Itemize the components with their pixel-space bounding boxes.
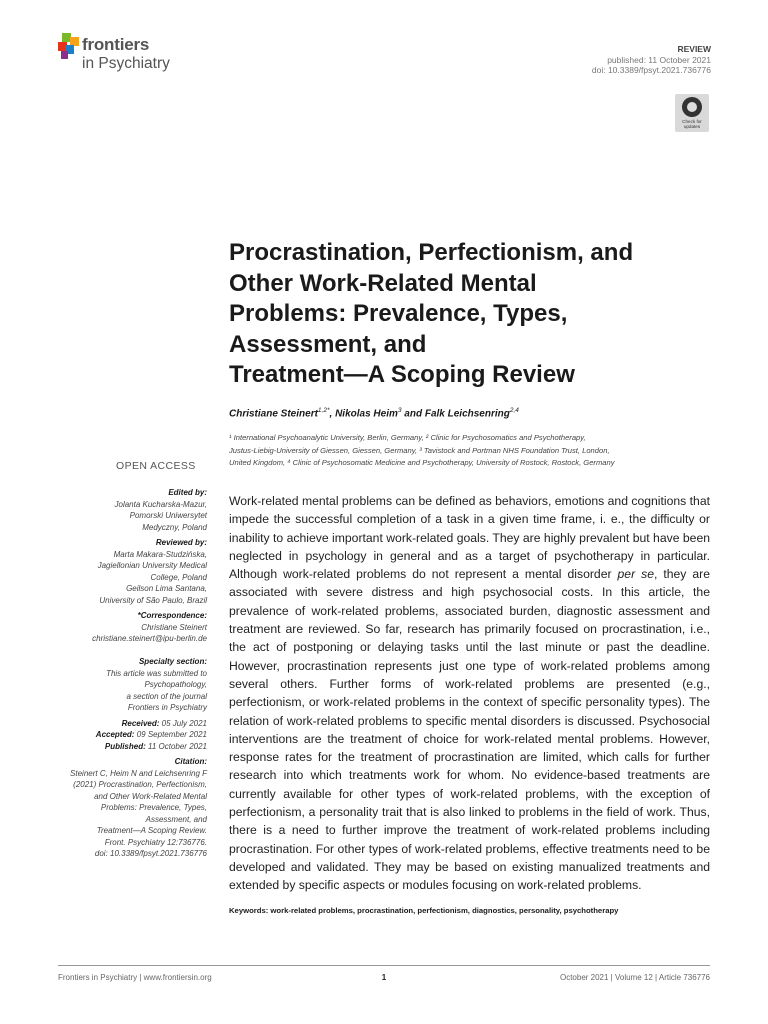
author-name[interactable]: Nikolas Heim bbox=[335, 408, 398, 420]
reviewer-line: Jagiellonian University Medical bbox=[97, 561, 207, 570]
accepted-value: 09 September 2021 bbox=[136, 730, 207, 739]
citation-line: Front. Psychiatry 12:736776. bbox=[104, 837, 207, 847]
affiliation-line: ¹ International Psychoanalytic University, Berlin, Germany, ² Clinic for Psychosomatics and Psychotherapy, bbox=[229, 433, 586, 442]
title-line: Assessment, and bbox=[229, 330, 427, 358]
editor-line: Medyczny, Poland bbox=[142, 522, 207, 532]
article-type: REVIEW bbox=[677, 44, 711, 54]
citation-line: Steinert C, Heim N and Leichsenring F bbox=[70, 768, 207, 778]
logo-text-frontiers: frontiers bbox=[82, 35, 150, 54]
edited-by-label: Edited by: bbox=[168, 488, 207, 497]
editor-line: Pomorski Uniwersytet bbox=[129, 511, 207, 520]
footer-issue: October 2021 | Volume 12 | Article 736776 bbox=[559, 973, 710, 982]
logo-text-journal: in Psychiatry bbox=[82, 55, 170, 72]
open-access-label: OPEN ACCESS bbox=[116, 460, 196, 472]
correspondence-email[interactable]: christiane.steinert@ipu-berlin.de bbox=[92, 634, 207, 643]
abstract-text: Work-related mental problems can be defined as behaviors, emotions and cognitions that impede the successful completion of a task in a given time frame, i. e., the difficulty or inability to achieve important work-related goals. They are highly prevalent but have been neglected in psychology in general and as a target of psychotherapy in particular. Although work-related problems do not represent a mental disorder bbox=[229, 494, 710, 582]
title-line: Problems: Prevalence, Types, bbox=[229, 300, 568, 327]
abstract-text: , they are associated with severe distress and high psychosocial costs. In this article, the prevalence of work-related problems, associated burden, diagnostic assessment and treatment are reviewed. So far, research has primarily focused on procrastination, i.e., the act of postponing or delaying tasks until the last minute or past the deadline. However, procrastination represents just one type of work-related problems among several others. Further forms of work-related problems are presented (e.g., perfectionism, or work-related problems in the context of specific personality types). The relation of work-related problems to specific mental disorders is discussed. Psychosocial interventions are the treatment of choice for work-related mental problems. However, response rates for the treatment of procrastination are limited, which calls for further research into which treatments work for whom. No evidence-based treatments are currently available for other types of work-related problems, with the exception of perfectionism, a personality trait that is also linked to problems in the field of work. Thus, there is a need to further improve the treatment of work-related problems including procrastination. For other types of work-related problems, effective treatments need to be developed and validated. They may be based on existing manualized treatments and extended by specific aspects or modules focusing on work-related problems. bbox=[229, 567, 711, 893]
citation-line: Problems: Prevalence, Types, bbox=[100, 803, 207, 812]
reviewer-line: University of São Paulo, Brazil bbox=[99, 595, 207, 605]
citation-line: Treatment—A Scoping Review. bbox=[96, 826, 207, 835]
author-separator: and bbox=[401, 408, 425, 420]
reviewed-by-label: Reviewed by: bbox=[155, 538, 207, 547]
article-title bbox=[229, 238, 709, 391]
affiliation-line: United Kingdom, ⁴ Clinic of Psychosomatic Medicine and Psychotherapy, University of Rostock, Rostock, Germany bbox=[229, 458, 615, 467]
specialty-line: Psychopathology, bbox=[144, 680, 207, 689]
title-line: Other Work-Related Mental bbox=[229, 269, 537, 297]
badge-label bbox=[675, 119, 709, 129]
reviewer-line: Marta Makara-Studzińska, bbox=[113, 549, 207, 559]
specialty-section-label: Specialty section: bbox=[138, 657, 207, 666]
updates-icon bbox=[682, 97, 702, 117]
reviewer-line: Geilson Lima Santana, bbox=[126, 584, 207, 593]
footer-divider bbox=[58, 965, 710, 966]
specialty-line: This article was submitted to bbox=[106, 668, 207, 678]
title-line: Treatment—A Scoping Review bbox=[229, 361, 575, 388]
author-name[interactable]: Christiane Steinert bbox=[229, 408, 318, 420]
abstract-italic: per se bbox=[617, 567, 654, 582]
accepted-date bbox=[20, 729, 207, 741]
affiliation-line: Justus-Liebig-University of Giessen, Giessen, Germany, ³ Tavistock and Portman NHS Foundation Trust, London, bbox=[229, 445, 610, 455]
author-affiliation-marker: 3 bbox=[397, 407, 402, 414]
citation-line: (2021) Procrastination, Perfectionism, bbox=[73, 780, 207, 789]
accepted-label: Accepted: bbox=[95, 730, 135, 739]
specialty-line: a section of the journal bbox=[126, 691, 207, 701]
article-meta bbox=[592, 44, 711, 76]
badge-line-2: updates bbox=[683, 124, 701, 129]
citation-line: Assessment, and bbox=[145, 814, 207, 824]
citation-label: Citation: bbox=[174, 757, 207, 766]
published-value: 11 October 2021 bbox=[147, 741, 207, 751]
footer-journal[interactable]: Frontiers in Psychiatry | www.frontiersin.org bbox=[58, 973, 212, 982]
received-date bbox=[20, 718, 207, 730]
keywords: Keywords: work-related problems, procrastination, perfectionism, diagnostics, personality, psychotherapy bbox=[229, 906, 619, 915]
journal-logo[interactable] bbox=[58, 33, 198, 79]
author-separator: , bbox=[329, 408, 336, 420]
specialty-line: Frontiers in Psychiatry bbox=[127, 703, 207, 712]
citation-line: and Other Work-Related Mental bbox=[94, 791, 207, 801]
article-doi[interactable]: doi: 10.3389/fpsyt.2021.736776 bbox=[591, 65, 711, 75]
author-affiliation-marker: 1,2* bbox=[317, 407, 330, 414]
published-date: published: 11 October 2021 bbox=[607, 54, 711, 65]
published-date-sidebar bbox=[20, 741, 207, 753]
published-label: Published: bbox=[104, 741, 146, 751]
correspondence-label: *Correspondence: bbox=[137, 611, 207, 620]
affiliations bbox=[229, 432, 709, 470]
reviewer-line: College, Poland bbox=[150, 572, 207, 582]
article-info-sidebar bbox=[20, 487, 207, 860]
abstract bbox=[229, 492, 710, 895]
badge-line-1: Check for bbox=[682, 119, 702, 124]
citation-line[interactable]: doi: 10.3389/fpsyt.2021.736776 bbox=[94, 849, 207, 858]
correspondence-name: Christiane Steinert bbox=[141, 622, 207, 632]
received-label: Received: bbox=[121, 718, 160, 728]
author-name[interactable]: Falk Leichsenring bbox=[424, 408, 510, 420]
check-for-updates-button[interactable] bbox=[675, 94, 709, 132]
author-list bbox=[229, 407, 709, 419]
received-value: 05 July 2021 bbox=[161, 718, 207, 728]
page-number: 1 bbox=[381, 973, 387, 982]
title-line: Procrastination, Perfectionism, and bbox=[229, 239, 634, 266]
author-affiliation-marker: 2,4 bbox=[509, 407, 519, 414]
frontiers-logo-icon bbox=[58, 33, 80, 59]
editor-line: Jolanta Kucharska-Mazur, bbox=[114, 499, 207, 509]
